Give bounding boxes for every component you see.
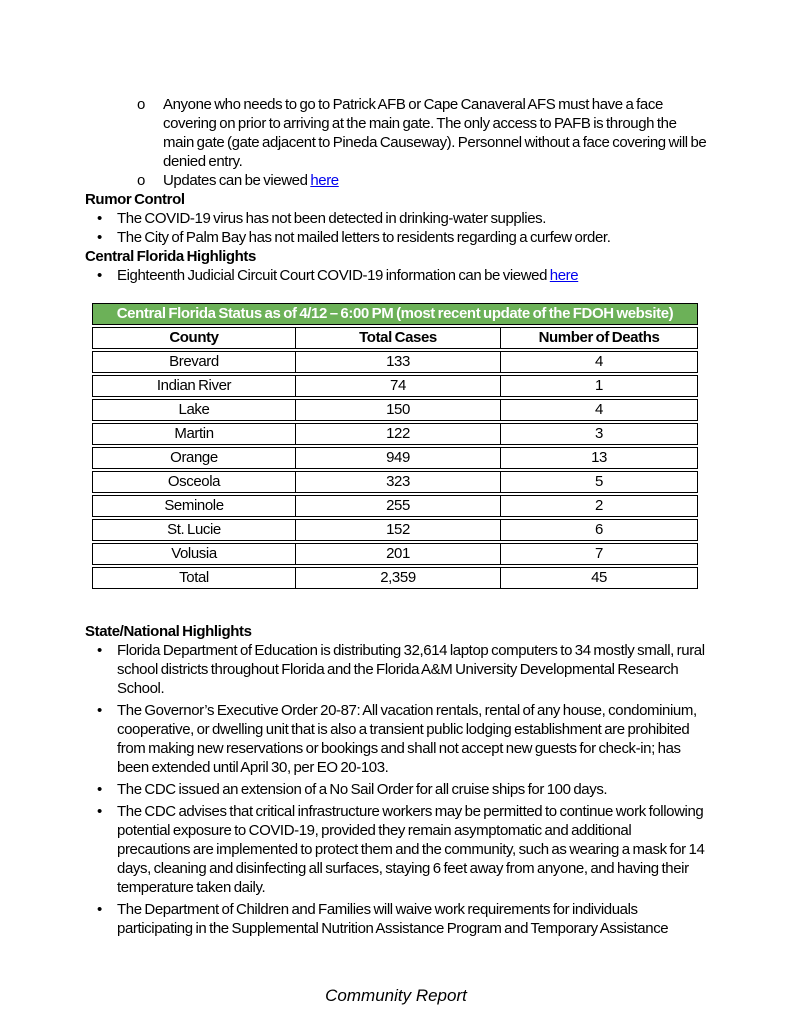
county-cell: Indian River xyxy=(92,375,296,397)
table-row xyxy=(92,399,698,421)
rumor-control-bullets xyxy=(85,209,707,247)
disc-bullet-marker: • xyxy=(97,901,102,918)
bullet-text: The Governor’s Executive Order 20-87: All vacation rentals, rental of any house, condominium, cooperative, or dwelling unit that is also a transient public lodging establishment are prohibited from making new reservations or bookings and shall not accept new guests for check-in; has been extended until April 30, per EO 20-103. xyxy=(117,702,697,776)
central-florida-bullets xyxy=(85,266,707,285)
table-title-row xyxy=(92,303,698,325)
county-cell: Total xyxy=(92,567,296,589)
cases-cell: 74 xyxy=(296,375,501,397)
deaths-cell: 4 xyxy=(501,351,698,373)
disc-bullet-marker: • xyxy=(97,210,102,227)
table-header-row xyxy=(92,327,698,349)
county-cell: Seminole xyxy=(92,495,296,517)
bullet-text: The COVID-19 virus has not been detected in drinking-water supplies. xyxy=(117,210,547,227)
disc-bullet-marker: • xyxy=(97,702,102,719)
central-florida-status-table xyxy=(92,301,698,591)
column-header-total-cases: Total Cases xyxy=(296,327,501,349)
disc-bullet-marker: • xyxy=(97,642,102,659)
deaths-cell: 1 xyxy=(501,375,698,397)
central-florida-heading: Central Florida Highlights xyxy=(85,248,256,265)
list-item xyxy=(85,266,707,285)
court-info-text: Eighteenth Judicial Circuit Court COVID-19 information can be viewed xyxy=(117,267,550,284)
bullet-text: The Department of Children and Families will waive work requirements for individuals participating in the Supplemental Nutrition Assistance Program and Temporary Assistance xyxy=(117,901,669,937)
cases-cell: 122 xyxy=(296,423,501,445)
table-row xyxy=(92,351,698,373)
table-row xyxy=(92,471,698,493)
table-row xyxy=(92,447,698,469)
county-cell: Brevard xyxy=(92,351,296,373)
list-item xyxy=(85,171,707,190)
cases-cell: 201 xyxy=(296,543,501,565)
disc-bullet-marker: • xyxy=(97,267,102,284)
column-header-deaths: Number of Deaths xyxy=(501,327,698,349)
disc-bullet-marker: • xyxy=(97,229,102,246)
list-item xyxy=(85,95,707,171)
table-total-row xyxy=(92,567,698,589)
cases-cell: 152 xyxy=(296,519,501,541)
deaths-cell: 3 xyxy=(501,423,698,445)
table-row xyxy=(92,519,698,541)
bullet-text: The CDC issued an extension of a No Sail Order for all cruise ships for 100 days. xyxy=(117,781,608,798)
cases-cell: 2,359 xyxy=(296,567,501,589)
deaths-cell: 13 xyxy=(501,447,698,469)
court-here-link[interactable]: here xyxy=(549,267,579,284)
column-header-county: County xyxy=(92,327,296,349)
disc-bullet-marker: • xyxy=(97,781,102,798)
bullet-text: The CDC advises that critical infrastructure workers may be permitted to continue work following potential exposure to COVID-19, provided they remain asymptomatic and additional precautions are implemented to protect them and the community, such as wearing a mask for 14 days, cleaning and disinfecting all surfaces, staying 6 feet away from anyone, and having their temperature taken daily. xyxy=(117,803,705,896)
county-cell: Osceola xyxy=(92,471,296,493)
deaths-cell: 2 xyxy=(501,495,698,517)
cases-cell: 949 xyxy=(296,447,501,469)
rumor-control-heading: Rumor Control xyxy=(85,191,185,208)
county-cell: Volusia xyxy=(92,543,296,565)
list-item xyxy=(85,641,707,698)
cases-cell: 255 xyxy=(296,495,501,517)
county-cell: Martin xyxy=(92,423,296,445)
deaths-cell: 7 xyxy=(501,543,698,565)
circle-bullet-marker: o xyxy=(137,96,145,113)
cases-cell: 133 xyxy=(296,351,501,373)
sub-bullet-text: Anyone who needs to go to Patrick AFB or Cape Canaveral AFS must have a face covering on prior to arriving at the main gate. The only access to PAFB is through the main gate (gate adjacent to Pineda Causeway). Personnel without a face covering will be denied entry. xyxy=(163,96,707,170)
state-national-bullets xyxy=(85,641,707,938)
list-item xyxy=(85,228,707,247)
table-title: Central Florida Status as of 4/12 – 6:00 PM (most recent update of the FDOH website) xyxy=(92,303,698,325)
deaths-cell: 45 xyxy=(501,567,698,589)
circle-bullet-marker: o xyxy=(137,172,145,189)
deaths-cell: 6 xyxy=(501,519,698,541)
disc-bullet-marker: • xyxy=(97,803,102,820)
table-row xyxy=(92,495,698,517)
list-item xyxy=(85,802,707,897)
list-item xyxy=(85,780,707,799)
base-access-sub-bullets xyxy=(85,95,707,190)
county-cell: Orange xyxy=(92,447,296,469)
table-row xyxy=(92,375,698,397)
state-national-heading: State/National Highlights xyxy=(85,623,252,640)
table-row xyxy=(92,543,698,565)
county-cell: Lake xyxy=(92,399,296,421)
deaths-cell: 4 xyxy=(501,399,698,421)
list-item xyxy=(85,209,707,228)
county-cell: St. Lucie xyxy=(92,519,296,541)
bullet-text xyxy=(117,266,707,285)
sub-bullet-text xyxy=(163,171,707,190)
deaths-cell: 5 xyxy=(501,471,698,493)
list-item xyxy=(85,701,707,777)
table-row xyxy=(92,423,698,445)
cases-cell: 150 xyxy=(296,399,501,421)
bullet-text: The City of Palm Bay has not mailed letters to residents regarding a curfew order. xyxy=(117,229,611,246)
bullet-text: Florida Department of Education is distributing 32,614 laptop computers to 34 mostly small, rural school districts throughout Florida and the Florida A&M University Developmental Research School. xyxy=(117,642,705,697)
updates-text: Updates can be viewed xyxy=(163,172,311,189)
footer-community-report: Community Report xyxy=(325,986,467,1005)
updates-here-link[interactable]: here xyxy=(310,172,339,189)
list-item xyxy=(85,900,707,938)
cases-cell: 323 xyxy=(296,471,501,493)
